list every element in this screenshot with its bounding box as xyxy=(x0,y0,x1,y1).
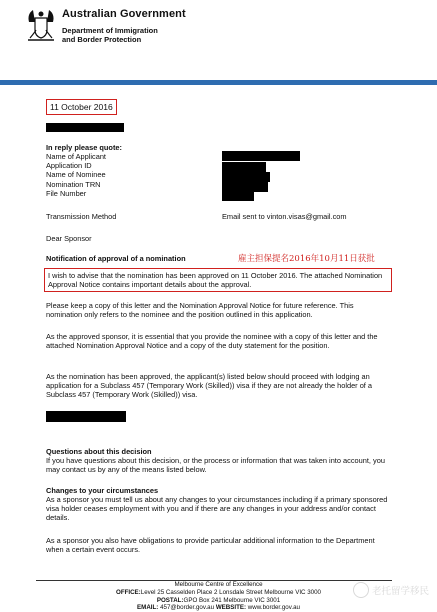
redaction-application-id xyxy=(222,162,266,172)
field-label: File Number xyxy=(46,188,87,198)
redaction-recipient xyxy=(46,123,124,132)
field-label: Name of Applicant xyxy=(46,152,106,161)
footer-office: OFFICE:Level 25 Casselden Place 2 Lonsdale Street Melbourne VIC 3000 xyxy=(116,589,321,596)
field-label: Nomination TRN xyxy=(46,179,101,189)
watermark: 老托留学移民 xyxy=(353,582,429,598)
subject-line: Notification of approval of a nomination xyxy=(46,254,186,263)
coat-of-arms-icon xyxy=(26,8,56,44)
paragraph-provide-copy: As the approved sponsor, it is essential that you provide the nominee with a copy of this letter and the attached Nomination Approval Notice and a copy of the duty statement for the position. xyxy=(46,332,378,351)
letter-date: 11 October 2016 xyxy=(46,99,117,115)
watermark-logo-icon xyxy=(353,582,369,598)
questions-text: If you have questions about this decision, or the process or information that was taken into account, you may contact us by any of the means listed below. xyxy=(46,456,385,475)
redaction-nominee xyxy=(222,172,270,182)
redaction-applicant xyxy=(222,151,300,161)
transmission-label: Transmission Method xyxy=(46,212,117,221)
footer-contact: EMAIL: 457@border.gov.au WEBSITE: www.border.gov.au xyxy=(137,604,300,611)
approval-paragraph: I wish to advise that the nomination has been approved on 11 October 2016. The attached Nomination Approval Notice contains important details about the approval. xyxy=(44,268,392,292)
reply-fields xyxy=(46,152,106,198)
government-title: Australian Government xyxy=(62,8,186,20)
changes-text-2: As a sponsor you also have obligations to provide particular additional information to the Department when a certain event occurs. xyxy=(46,536,375,555)
field-label: Application ID xyxy=(46,161,92,171)
footer-postal: POSTAL:GPO Box 241 Melbourne VIC 3001 xyxy=(156,597,281,604)
salutation: Dear Sponsor xyxy=(46,234,92,243)
changes-text-1: As a sponsor you must tell us about any changes to your circumstances including if a primary sponsored visa holder ceases employment with you and if there are any changes in your address and/or contact details. xyxy=(46,495,388,523)
questions-heading: Questions about this decision xyxy=(46,447,152,456)
redaction-applicant-list xyxy=(46,411,126,422)
transmission-value: Email sent to vinton.visas@gmail.com xyxy=(222,212,347,221)
header-divider xyxy=(0,80,437,85)
paragraph-keep-copy: Please keep a copy of this letter and the Nomination Approval Notice for future reference. This nomination only refers to the nominee and the position outlined in this application. xyxy=(46,301,354,320)
paragraph-proceed: As the nomination has been approved, the applicant(s) listed below should proceed with lodging an application for a Subclass 457 (Temporary Work (Skilled)) visa if they are not already the holder of a Subclass 457 (Temporary Work (Skilled)) visa. xyxy=(46,372,373,400)
footer-centre: Melbourne Centre of Excellence xyxy=(174,581,263,588)
chinese-annotation: 雇主担保提名2016年10月11日获批 xyxy=(238,254,375,264)
department-name: Department of Immigration and Border Protection xyxy=(62,26,158,44)
reply-heading: In reply please quote: xyxy=(46,143,122,152)
redaction-trn xyxy=(222,182,268,192)
redaction-file-number xyxy=(222,192,254,201)
changes-heading: Changes to your circumstances xyxy=(46,486,159,495)
field-label: Name of Nominee xyxy=(46,170,106,180)
